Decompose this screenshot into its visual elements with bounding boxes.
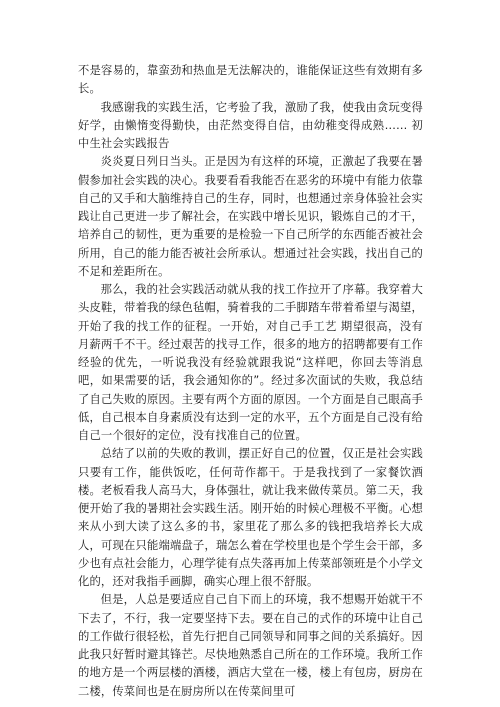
- paragraph-5: 总结了以前的失败的教训，摆正好自己的位置，仅正是社会实践只要有工作，能供饭吃，任何苛作都干。于是我找到了一家餐饮酒楼。老板看我人高马大，身体强壮，就让我来做传菜员。第二天，我便开始了我的暑期社会实践生活。刚开始的时候心理极不平衡。心想来从小到大读了这么多的书，家里花了那么多的钱把我培养长大成人，可现在只能端端盘子，瑞怎么着在学校里也是个学生会干部，多少也有点社会能力，心理学徒有点失落再加上传菜部领班是个小学文化的，还对我指手画脚，确实心理上很不舒服。: [78, 447, 423, 588]
- paragraph-2: 我感谢我的实践生活，它考验了我，激励了我，使我由贪玩变得好学，由懒惰变得勤快，由茫然变得自信，由幼稚变得成熟…… 初中生社会实践报告: [78, 100, 423, 150]
- paragraph-6: 但是，人总是要适应自己自下而上的环境，我不想赐开始就干不下去了，不行，我一定要坚持下去。要在自己的式作的环境中让自己的工作做行很轻松，首先行把自己同领导和同事之间的关系搞好。因此我只好暂时避其锋芒。尽快地熟悉自己所在的工作环境。我所工作的地方是一个两层楼的酒楼，酒店大堂在一楼，楼上有包房，厨房在二楼，传菜间也是在厨房所以在传菜间里可: [78, 593, 423, 698]
- paragraph-1: 不是容易的，靠蛮劲和热血是无法解决的，谁能保证这些有效期有多长。: [78, 64, 423, 96]
- paragraph-3: 炎炎夏日列日当头。正是因为有这样的环境，正激起了我要在暑假参加社会实践的决心。我要看看我能否在恶劣的环境中有能力依靠自己的又手和大脑维持自己的生存，同时，也想通过亲身体验社会实践让自己更进一步了解社会，在实践中增长见识，锻炼自己的才干，培养自己的韧性，更为重要的是检验一下自己所学的东西能否被社会所用，自己的能力能否被社会所承认。想通过社会实践，找出自己的不足和差距所在。: [78, 155, 423, 278]
- paragraph-4: 那么，我的社会实践活动就从我的找工作拉开了序幕。我穿着大头皮鞋，带着我的绿色毡帽，骑着我的二手脚踏车带着希望与渴望，开始了我的找工作的征程。一开始，对自己手工艺 期望很高，没有月薪两千不干。经过艰苦的找寻工作，很多的地方的招聘都要有工作经验的优先，一听说我没有经验就跟我说“这样吧，你回去等消息吧，如果需要的话，我会通知你的”。经过多次面试的失败，我总结了自己失败的原因。主要有两个方面的原因。一个方面是自己眼高手低，自己根本自身素质没有达到一定的水平，五个方面是自己没有给自己一个很好的定位，没有找准自己的位置。: [78, 283, 423, 442]
- document-body: [78, 62, 423, 701]
